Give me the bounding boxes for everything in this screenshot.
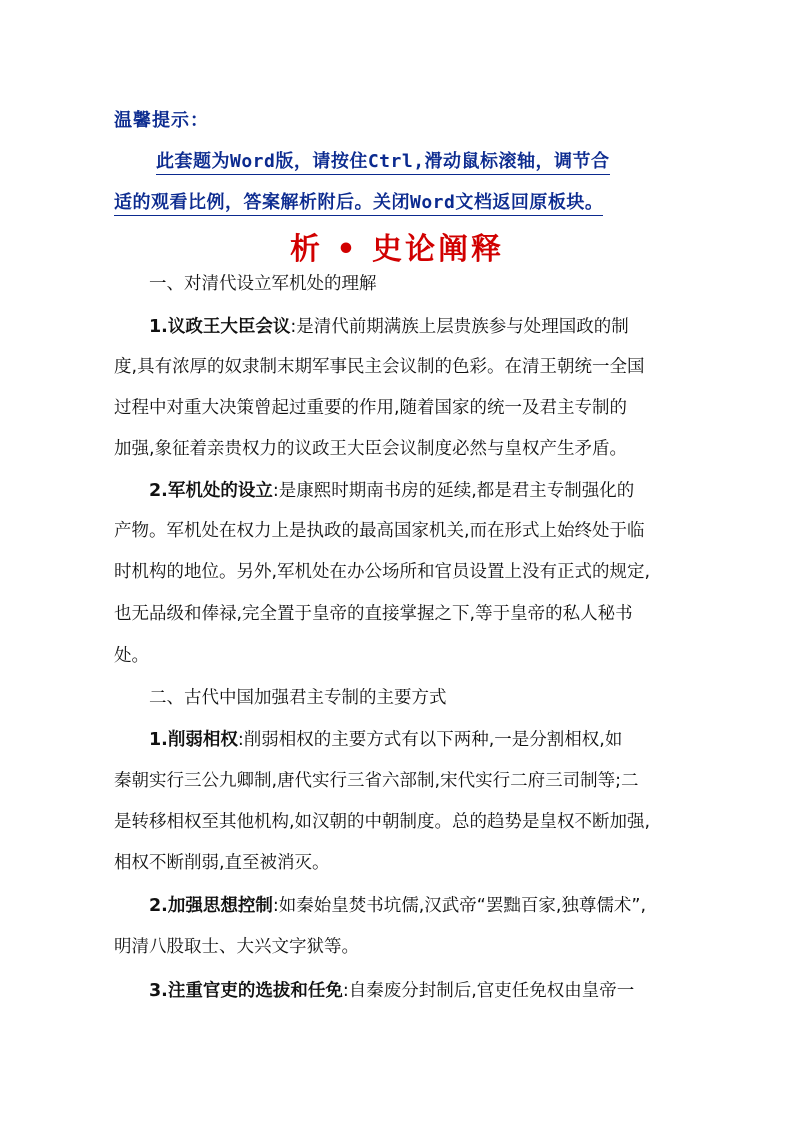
section2-item1-line1 bbox=[149, 732, 622, 750]
section2-item3-term: 3.注重官吏的选拔和任免 bbox=[149, 981, 343, 1001]
section2-heading: 二、古代中国加强君主专制的主要方式 bbox=[149, 688, 447, 708]
section1-item2-text: :是康熙时期南书房的延续,都是君主专制强化的 bbox=[272, 481, 635, 501]
section1-heading: 一、对清代设立军机处的理解 bbox=[149, 274, 377, 294]
section1-item2-line4: 也无品级和俸禄,完全置于皇帝的直接掌握之下,等于皇帝的私人秘书 bbox=[114, 604, 633, 624]
section1-item2-line3: 时机构的地位。另外,军机处在办公场所和官员设置上没有正式的规定, bbox=[114, 562, 651, 582]
section2-item3-text: :自秦废分封制后,官吏任免权由皇帝一 bbox=[342, 981, 635, 1001]
section1-item1-line3: 过程中对重大决策曾起过重要的作用,随着国家的统一及君主专制的 bbox=[114, 398, 628, 418]
section2-item1-text: :削弱相权的主要方式有以下两种,一是分割相权,如 bbox=[237, 730, 623, 750]
section1-item2-line1 bbox=[149, 483, 634, 501]
section2-item2-line1 bbox=[149, 898, 646, 916]
section1-item1-line1 bbox=[149, 319, 629, 337]
section1-item2-term: 2.军机处的设立 bbox=[149, 481, 273, 501]
notice-line-1: 此套题为Word版，请按住Ctrl,滑动鼠标滚轴，调节合 bbox=[156, 147, 610, 175]
section2-item2-term: 2.加强思想控制 bbox=[149, 896, 273, 916]
section1-item2-line2: 产物。军机处在权力上是执政的最高国家机关,而在形式上始终处于临 bbox=[114, 521, 645, 541]
section1-item1-line2: 度,具有浓厚的奴隶制末期军事民主会议制的色彩。在清王朝统一全国 bbox=[114, 357, 645, 377]
page-title: 析 • 史论阐释 bbox=[289, 232, 505, 267]
section1-item1-line4: 加强,象征着亲贵权力的议政王大臣会议制度必然与皇权产生矛盾。 bbox=[114, 439, 628, 459]
section2-item1-term: 1.削弱相权 bbox=[149, 730, 238, 750]
section1-item2-line5: 处。 bbox=[114, 646, 149, 666]
section1-item1-text: :是清代前期满族上层贵族参与处理国政的制 bbox=[290, 317, 629, 337]
notice-heading: 温馨提示： bbox=[114, 110, 209, 131]
section2-item3-line1 bbox=[149, 983, 634, 1001]
notice-line-2: 适的观看比例，答案解析附后。关闭Word文档返回原板块。 bbox=[114, 188, 603, 216]
section2-item1-line2: 秦朝实行三公九卿制,唐代实行三省六部制,宋代实行二府三司制等;二 bbox=[114, 771, 639, 791]
section1-item1-term: 1.议政王大臣会议 bbox=[149, 317, 291, 337]
section2-item1-line4: 相权不断削弱,直至被消灭。 bbox=[114, 853, 330, 873]
section2-item1-line3: 是转移相权至其他机构,如汉朝的中朝制度。总的趋势是皇权不断加强, bbox=[114, 812, 651, 832]
section2-item2-line2: 明清八股取士、大兴文字狱等。 bbox=[114, 937, 359, 957]
section2-item2-text: :如秦始皇焚书坑儒,汉武帝“罢黜百家,独尊儒术”, bbox=[272, 896, 647, 916]
